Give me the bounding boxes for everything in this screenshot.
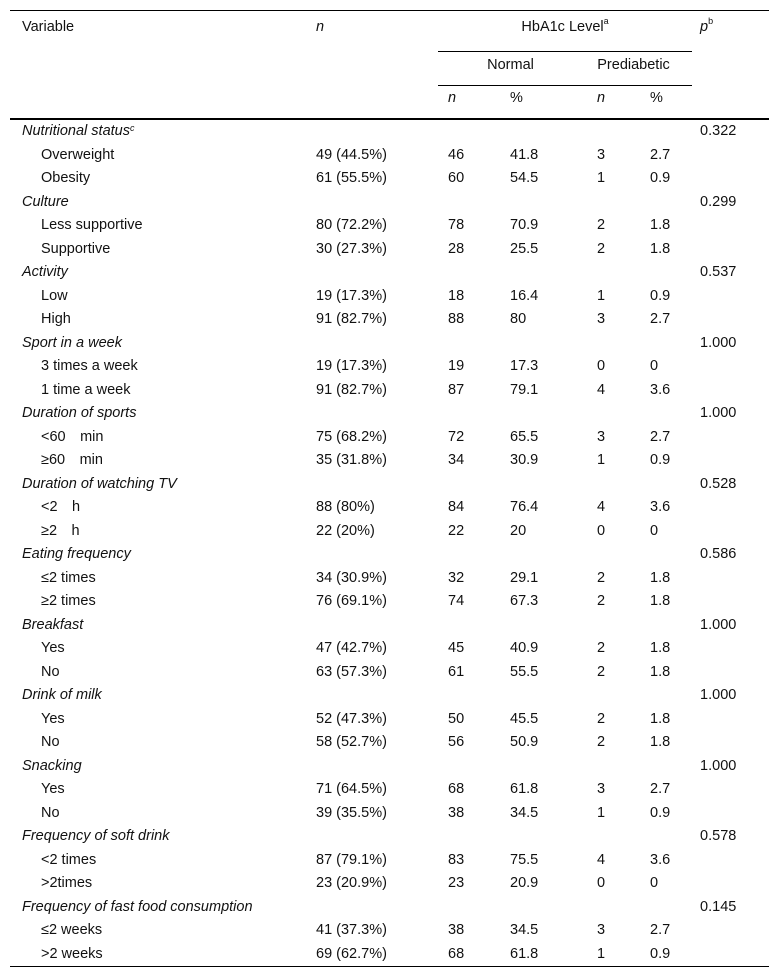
normal-n: 22 — [448, 522, 465, 539]
table-body — [10, 119, 769, 967]
normal-pct: 20 — [510, 522, 527, 539]
normal-pct: 75.5 — [510, 851, 539, 868]
p-value: 0.528 — [700, 475, 737, 492]
row-n: 76 (69.1%) — [316, 593, 387, 609]
normal-pct: 29.1 — [510, 569, 539, 586]
prediabetic-pct: 0.9 — [650, 804, 671, 821]
row-label: ≥2 h — [41, 522, 80, 539]
prediabetic-n: 2 — [597, 710, 606, 727]
table-row — [10, 590, 769, 614]
header-n: n — [316, 19, 325, 35]
prediabetic-n: 3 — [597, 781, 606, 797]
prediabetic-n: 0 — [597, 875, 606, 891]
group-label: Breakfast — [22, 616, 84, 633]
table-row — [10, 238, 769, 262]
table-row — [10, 943, 769, 967]
row-n: 61 (55.5%) — [316, 170, 387, 186]
prediabetic-n: 3 — [597, 922, 606, 938]
prediabetic-pct: 1.8 — [650, 569, 671, 586]
normal-pct: 70.9 — [510, 217, 539, 233]
p-value: 1.000 — [700, 757, 737, 774]
prediabetic-n: 2 — [597, 240, 606, 257]
p-value: 0.537 — [700, 264, 737, 280]
results-table — [10, 10, 769, 967]
p-value: 0.145 — [700, 898, 737, 915]
header-prediabetic-n: n — [597, 90, 606, 106]
p-value: 1.000 — [700, 405, 737, 421]
group-row — [10, 543, 769, 567]
normal-n: 78 — [448, 217, 465, 233]
p-value: 0.322 — [700, 123, 737, 139]
prediabetic-pct: 0.9 — [650, 452, 671, 468]
row-n: 75 (68.2%) — [316, 428, 387, 445]
prediabetic-n: 2 — [597, 569, 606, 586]
table-row — [10, 355, 769, 379]
normal-pct: 40.9 — [510, 640, 539, 656]
row-label: No — [41, 734, 60, 750]
row-n: 91 (82.7%) — [316, 381, 387, 398]
row-n: 52 (47.3%) — [316, 710, 387, 727]
prediabetic-pct: 3.6 — [650, 499, 671, 515]
row-label: Yes — [41, 640, 65, 656]
normal-pct: 20.9 — [510, 875, 539, 891]
table-row — [10, 872, 769, 896]
table-header — [10, 11, 769, 120]
header-prediabetic-pct: % — [650, 90, 663, 106]
prediabetic-n: 3 — [597, 428, 606, 445]
group-row — [10, 473, 769, 497]
row-label: ≤2 weeks — [41, 922, 103, 938]
header-normal-n: n — [448, 90, 457, 106]
normal-pct: 54.5 — [510, 170, 539, 186]
table-row — [10, 637, 769, 661]
group-row — [10, 119, 769, 144]
row-n: 19 (17.3%) — [316, 358, 387, 374]
group-row — [10, 614, 769, 638]
header-normal: Normal — [438, 52, 575, 86]
prediabetic-n: 1 — [597, 452, 606, 468]
row-n: 47 (42.7%) — [316, 640, 387, 656]
prediabetic-n: 2 — [597, 640, 606, 656]
row-n: 30 (27.3%) — [316, 240, 387, 257]
row-n: 49 (44.5%) — [316, 146, 387, 163]
table-row — [10, 802, 769, 826]
prediabetic-n: 4 — [597, 499, 606, 515]
prediabetic-pct: 1.8 — [650, 663, 671, 680]
row-label: Obesity — [41, 170, 91, 186]
normal-n: 23 — [448, 875, 465, 891]
group-label: Eating frequency — [22, 546, 131, 562]
prediabetic-pct: 1.8 — [650, 734, 671, 750]
table-row — [10, 449, 769, 473]
table-row — [10, 144, 769, 168]
table-row — [10, 731, 769, 755]
row-n: 69 (62.7%) — [316, 945, 387, 962]
group-label: Culture — [22, 193, 69, 210]
row-label: >2times — [41, 875, 93, 891]
prediabetic-n: 0 — [597, 522, 606, 539]
table-row — [10, 214, 769, 238]
normal-n: 68 — [448, 781, 465, 797]
table-row — [10, 849, 769, 873]
table-row — [10, 919, 769, 943]
row-n: 23 (20.9%) — [316, 875, 387, 891]
group-row — [10, 261, 769, 285]
results-table-container — [10, 10, 769, 967]
prediabetic-pct: 2.7 — [650, 781, 671, 797]
prediabetic-n: 2 — [597, 734, 606, 750]
p-value: 1.000 — [700, 616, 737, 633]
group-label: Snacking — [22, 757, 82, 774]
normal-n: 19 — [448, 358, 465, 374]
row-label: Yes — [41, 781, 65, 797]
table-row — [10, 426, 769, 450]
table-row — [10, 520, 769, 544]
prediabetic-pct: 3.6 — [650, 851, 671, 868]
row-n: 80 (72.2%) — [316, 217, 387, 233]
table-row — [10, 496, 769, 520]
prediabetic-pct: 2.7 — [650, 146, 671, 163]
group-label: Activity — [22, 264, 68, 280]
normal-n: 38 — [448, 804, 465, 821]
header-variable: Variable — [22, 19, 75, 35]
normal-pct: 65.5 — [510, 428, 539, 445]
prediabetic-pct: 1.8 — [650, 710, 671, 727]
normal-pct: 67.3 — [510, 593, 539, 609]
header-p: $p^b$ — [700, 16, 714, 35]
prediabetic-pct: 1.8 — [650, 240, 671, 257]
normal-n: 45 — [448, 640, 465, 656]
normal-pct: 45.5 — [510, 710, 539, 727]
prediabetic-pct: 1.8 — [650, 217, 671, 233]
normal-n: 83 — [448, 851, 465, 868]
row-label: 3 times a week — [41, 358, 138, 374]
row-n: 87 (79.1%) — [316, 851, 387, 868]
p-value: 1.000 — [700, 334, 737, 351]
table-row — [10, 661, 769, 685]
group-label: Nutritional status$^c$ — [22, 123, 135, 139]
normal-pct: 34.5 — [510, 922, 539, 938]
row-n: 58 (52.7%) — [316, 734, 387, 750]
prediabetic-n: 2 — [597, 593, 606, 609]
group-row — [10, 191, 769, 215]
prediabetic-pct: 2.7 — [650, 428, 671, 445]
prediabetic-pct: 2.7 — [650, 311, 671, 327]
prediabetic-pct: 0.9 — [650, 287, 671, 304]
normal-n: 87 — [448, 381, 465, 398]
row-label: >2 weeks — [41, 945, 103, 962]
normal-n: 68 — [448, 945, 465, 962]
group-row — [10, 896, 769, 920]
table-row — [10, 708, 769, 732]
normal-n: 32 — [448, 569, 465, 586]
prediabetic-n: 1 — [597, 945, 606, 962]
normal-pct: 61.8 — [510, 945, 539, 962]
prediabetic-pct: 0 — [650, 358, 659, 374]
group-label: Duration of watching TV — [22, 475, 177, 492]
row-label: ≥2 times — [41, 593, 96, 609]
header-normal-pct: % — [510, 90, 523, 106]
row-label: <2 times — [41, 851, 97, 868]
group-row — [10, 332, 769, 356]
table-row — [10, 567, 769, 591]
table-row — [10, 167, 769, 191]
prediabetic-n: 2 — [597, 663, 606, 680]
row-n: 71 (64.5%) — [316, 781, 387, 797]
normal-pct: 76.4 — [510, 499, 539, 515]
normal-n: 88 — [448, 311, 465, 327]
row-label: <60 min — [41, 428, 104, 445]
normal-pct: 55.5 — [510, 663, 539, 680]
row-n: 39 (35.5%) — [316, 804, 387, 821]
row-n: 34 (30.9%) — [316, 569, 387, 586]
header-hba1c: HbA1c Level$^a$ — [438, 11, 692, 52]
group-label: Frequency of fast food consumption — [22, 898, 253, 915]
group-row — [10, 684, 769, 708]
prediabetic-n: 4 — [597, 381, 606, 398]
normal-pct: 16.4 — [510, 287, 539, 304]
row-n: 19 (17.3%) — [316, 287, 387, 304]
normal-pct: 17.3 — [510, 358, 539, 374]
table-row — [10, 379, 769, 403]
group-label: Sport in a week — [22, 334, 122, 351]
group-label: Drink of milk — [22, 687, 102, 703]
table-row — [10, 778, 769, 802]
group-row — [10, 755, 769, 779]
row-label: ≥60 min — [41, 452, 103, 468]
row-label: No — [41, 804, 60, 821]
prediabetic-n: 0 — [597, 358, 606, 374]
prediabetic-n: 1 — [597, 287, 606, 304]
row-n: 63 (57.3%) — [316, 663, 387, 680]
normal-pct: 34.5 — [510, 804, 539, 821]
normal-n: 60 — [448, 170, 465, 186]
row-label: 1 time a week — [41, 381, 131, 398]
group-label: Frequency of soft drink — [22, 828, 170, 844]
prediabetic-pct: 0.9 — [650, 170, 671, 186]
prediabetic-pct: 0 — [650, 522, 659, 539]
normal-n: 50 — [448, 710, 465, 727]
prediabetic-pct: 0.9 — [650, 945, 671, 962]
group-row — [10, 825, 769, 849]
normal-pct: 30.9 — [510, 452, 539, 468]
row-label: High — [41, 311, 71, 327]
row-n: 88 (80%) — [316, 499, 375, 515]
table-row — [10, 308, 769, 332]
p-value: 0.578 — [700, 828, 737, 844]
normal-n: 28 — [448, 240, 465, 257]
group-row — [10, 402, 769, 426]
row-label: No — [41, 663, 60, 680]
row-label: ≤2 times — [41, 569, 96, 586]
prediabetic-pct: 0 — [650, 875, 659, 891]
row-label: <2 h — [41, 499, 81, 515]
prediabetic-pct: 3.6 — [650, 381, 671, 398]
normal-n: 18 — [448, 287, 465, 304]
normal-pct: 41.8 — [510, 146, 539, 163]
normal-n: 34 — [448, 452, 465, 468]
prediabetic-pct: 2.7 — [650, 922, 671, 938]
row-label: Yes — [41, 710, 65, 727]
row-n: 22 (20%) — [316, 522, 375, 539]
row-label: Overweight — [41, 146, 115, 163]
row-n: 91 (82.7%) — [316, 311, 387, 327]
p-value: 0.586 — [700, 546, 737, 562]
prediabetic-n: 2 — [597, 217, 606, 233]
row-label: Low — [41, 287, 68, 304]
normal-pct: 80 — [510, 311, 527, 327]
normal-n: 74 — [448, 593, 465, 609]
prediabetic-n: 1 — [597, 170, 606, 186]
prediabetic-n: 4 — [597, 851, 606, 868]
normal-pct: 50.9 — [510, 734, 539, 750]
normal-n: 72 — [448, 428, 465, 445]
header-prediabetic: Prediabetic — [575, 52, 692, 86]
group-label: Duration of sports — [22, 405, 137, 421]
prediabetic-pct: 1.8 — [650, 640, 671, 656]
row-n: 35 (31.8%) — [316, 452, 387, 468]
table-row — [10, 285, 769, 309]
prediabetic-n: 1 — [597, 804, 606, 821]
row-label: Supportive — [41, 240, 111, 257]
normal-n: 46 — [448, 146, 465, 163]
prediabetic-pct: 1.8 — [650, 593, 671, 609]
normal-pct: 79.1 — [510, 381, 539, 398]
normal-n: 61 — [448, 663, 465, 680]
normal-n: 56 — [448, 734, 465, 750]
prediabetic-n: 3 — [597, 146, 606, 163]
normal-pct: 25.5 — [510, 240, 539, 257]
normal-n: 38 — [448, 922, 465, 938]
prediabetic-n: 3 — [597, 311, 606, 327]
normal-pct: 61.8 — [510, 781, 539, 797]
p-value: 1.000 — [700, 687, 737, 703]
row-label: Less supportive — [41, 217, 143, 233]
normal-n: 84 — [448, 499, 465, 515]
p-value: 0.299 — [700, 193, 737, 210]
row-n: 41 (37.3%) — [316, 922, 387, 938]
